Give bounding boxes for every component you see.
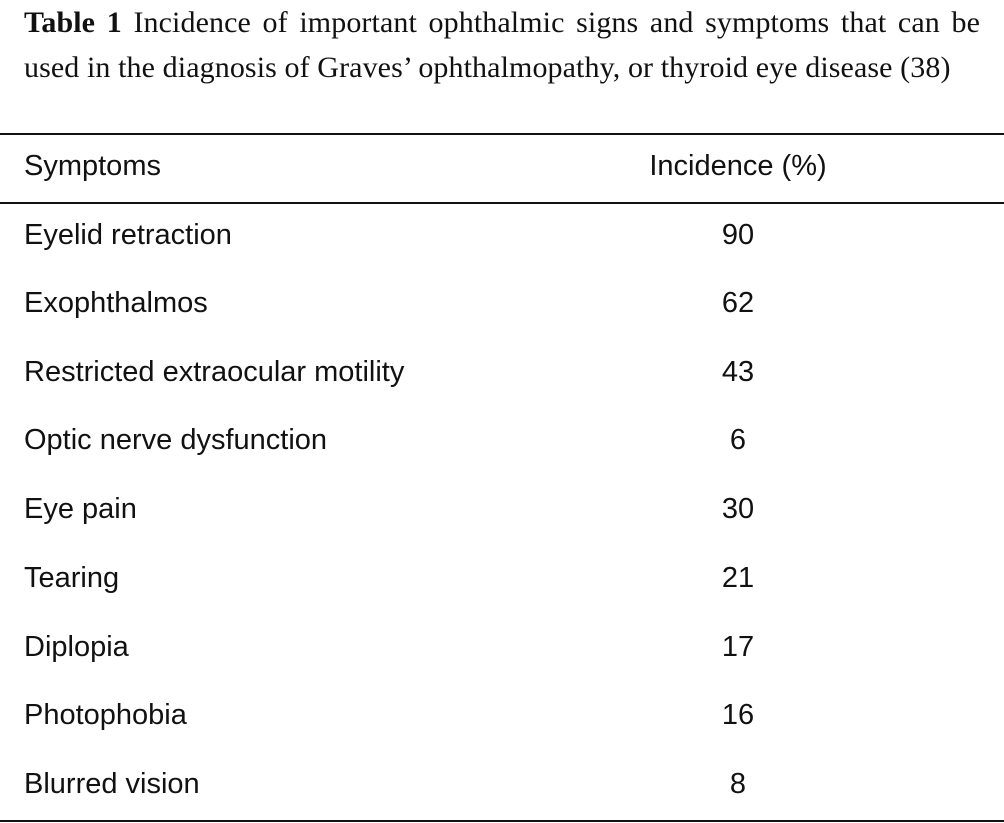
symptom-cell: Exophthalmos [24, 287, 208, 319]
table-row [0, 493, 1004, 533]
header-symptoms: Symptoms [24, 150, 161, 182]
symptom-cell: Blurred vision [24, 768, 200, 800]
symptom-cell: Eyelid retraction [24, 219, 232, 251]
table-row [0, 562, 1004, 602]
incidence-cell: 8 [729, 768, 747, 800]
header-incidence: Incidence (%) [649, 150, 827, 182]
table-bottom-rule [0, 820, 1004, 822]
table-row [0, 356, 1004, 396]
symptom-cell: Photophobia [24, 699, 187, 731]
incidence-cell: 21 [721, 562, 755, 594]
table-caption-text: Incidence of important ophthalmic signs and symptoms that can be used in the diagnosis of Graves’ ophthalmopathy, or thyroid eye disease (38) [24, 6, 980, 84]
incidence-cell: 17 [721, 631, 755, 663]
symptom-cell: Eye pain [24, 493, 137, 525]
symptom-cell: Optic nerve dysfunction [24, 424, 328, 456]
table-top-rule [0, 133, 1004, 135]
table-row [0, 219, 1004, 259]
table-caption [24, 0, 980, 90]
symptom-cell: Diplopia [24, 631, 129, 663]
incidence-cell: 16 [721, 699, 755, 731]
table-row [0, 631, 1004, 671]
table-header-row [0, 150, 1004, 190]
table-row [0, 699, 1004, 739]
incidence-cell: 62 [721, 287, 755, 319]
table-row [0, 768, 1004, 808]
table-row [0, 424, 1004, 464]
symptom-cell: Tearing [24, 562, 120, 594]
table-row [0, 287, 1004, 327]
incidence-cell: 90 [721, 219, 755, 251]
table-header-rule [0, 202, 1004, 204]
incidence-cell: 43 [721, 356, 755, 388]
incidence-cell: 30 [721, 493, 755, 525]
table-caption-label: Table 1 [24, 6, 122, 39]
incidence-cell: 6 [729, 424, 747, 456]
symptom-cell: Restricted extraocular motility [24, 356, 405, 388]
